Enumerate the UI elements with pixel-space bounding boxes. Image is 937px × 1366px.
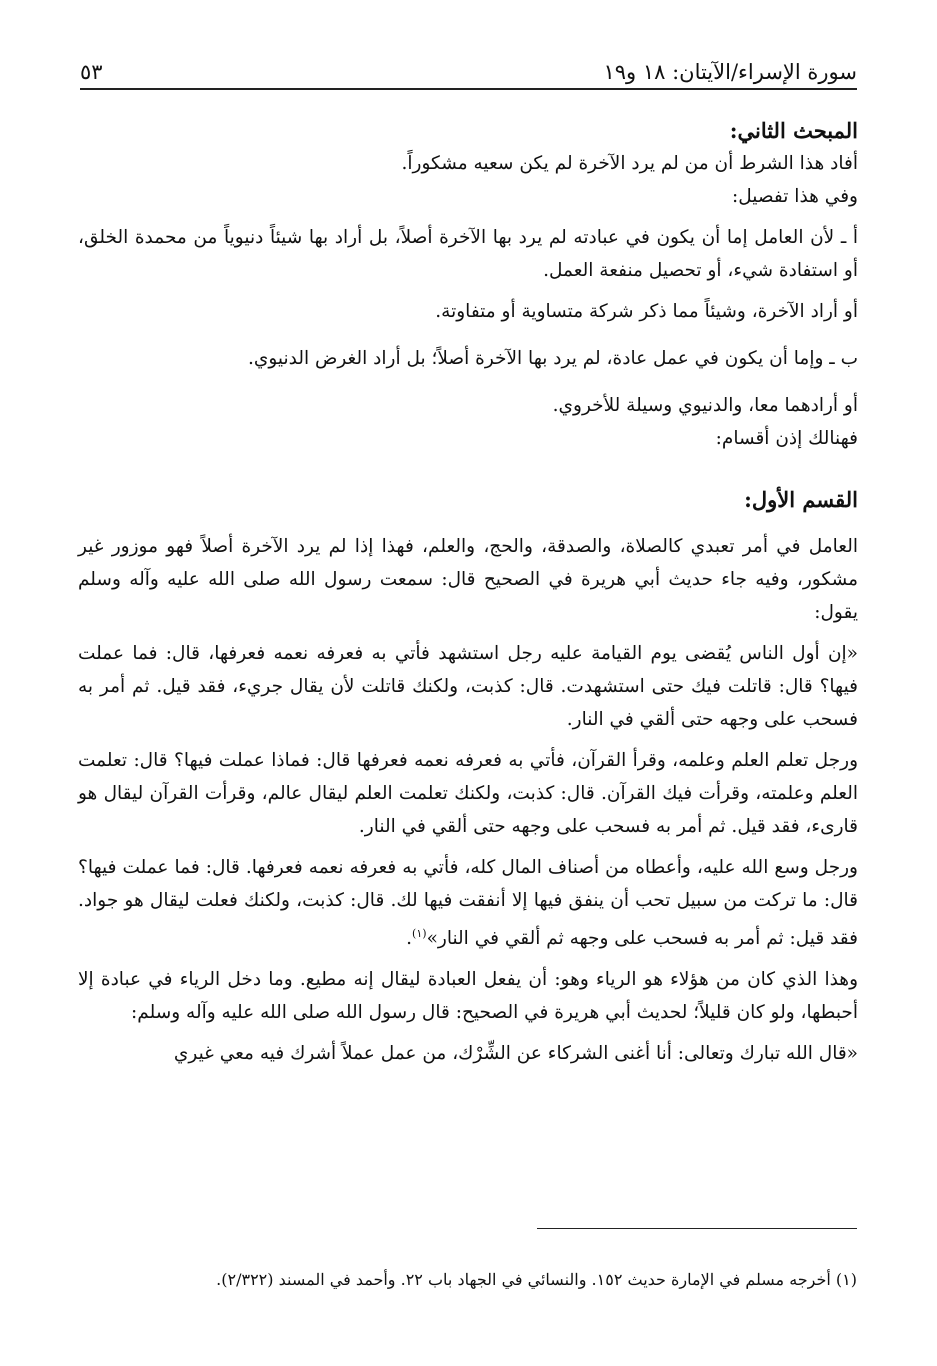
footnote-ref[interactable]: (١) xyxy=(412,927,427,940)
paragraph: وهذا الذي كان من هؤلاء هو الرياء وهو: أن يفعل العبادة ليقال إنه مطيع. وما دخل الرياء في عبادة إلا أحبطها، ولو كان قليلاً؛ لحديث أبي هريرة في الصحيح: قال رسول الله صلى الله عليه وآله وسلم: xyxy=(78,969,858,1024)
paragraph: أفاد هذا الشرط أن من لم يرد الآخرة لم يكن سعيه مشكوراً. xyxy=(401,153,858,174)
paragraph: أو أراد الآخرة، وشيئاً مما ذكر شركة متساوية أو متفاوتة. xyxy=(435,301,858,322)
sentence-end: . xyxy=(406,928,413,950)
running-title: سورة الإسراء/الآيتان: ١٨ و١٩ xyxy=(603,60,857,84)
paragraph: أو أرادهما معا، والدنيوي وسيلة للأخروي. xyxy=(552,395,858,416)
paragraph: وفي هذا تفصيل: xyxy=(732,186,858,207)
hadith-quote: «قال الله تبارك وتعالى: أنا أغنى الشركاء عن الشِّرْك، من عمل عملاً أشرك فيه معي غيري xyxy=(173,1043,858,1065)
footnote-divider xyxy=(537,1228,857,1229)
page-header xyxy=(80,40,857,90)
paragraph: العامل في أمر تعبدي كالصلاة، والصدقة، والحج، والعلم، فهذا إذا لم يرد الآخرة أصلاً فهو موزور غير مشكور، وفيه جاء حديث أبي هريرة في الصحيح قال: سمعت رسول الله صلى الله عليه وآله وسلم يقول: xyxy=(78,536,858,623)
section-heading: القسم الأول: xyxy=(744,487,858,512)
paragraph: ب ـ وإما أن يكون في عمل عادة، لم يرد بها الآخرة أصلاً؛ بل أراد الغرض الدنيوي. xyxy=(247,348,858,369)
hadith-quote: «إن أول الناس يُقضى يوم القيامة عليه رجل استشهد فأتي به فعرفه نعمه فعرفها، قال: فما عملت فيها؟ قال: قاتلت فيك حتى استشهدت. قال: كذبت، ولكنك قاتلت لأن يقال جريء، فقد قيل. ثم أمر به فسحب على وجهه حتى ألقي في النار. xyxy=(78,643,858,730)
paragraph: فهنالك إذن أقسام: xyxy=(715,428,858,449)
footnote: (١) أخرجه مسلم في الإمارة حديث ١٥٢. والنسائي في الجهاد باب ٢٢. وأحمد في المسند (٢/٣٢٢). xyxy=(216,1270,857,1289)
hadith-quote xyxy=(78,851,858,955)
page-number: ٥٣ xyxy=(80,60,103,84)
hadith-text: ورجل وسع الله عليه، وأعطاه من أصناف المال كله، فأتي به فعرفه نعمه فعرفها. قال: فما عملت فيها؟ قال: ما تركت من سبيل تحب أن ينفق فيها إلا أنفقت فيها لك. قال: كذبت، ولكنك فعلت ليقال هو جواد. فقد قيل: ثم أمر به فسحب على وجهه ثم ألقي في النار» xyxy=(78,857,858,950)
hadith-quote: ورجل تعلم العلم وعلمه، وقرأ القرآن، فأتي به فعرفه نعمه فعرفها قال: فماذا عملت فيها؟ قال: تعلمت العلم وعلمته، وقرأت فيك القرآن. قال: كذبت، ولكنك تعلمت العلم ليقال عالم، وقرأت القرآن ليقال هو قارىء، فقد قيل. ثم أمر به فسحب على وجهه حتى ألقي في النار. xyxy=(78,750,858,837)
paragraph: أ ـ لأن العامل إما أن يكون في عبادته لم يرد بها الآخرة أصلاً، بل أراد بها شيئاً دنيوياً من محمدة الخلق، أو استفادة شيء، أو تحصيل منفعة العمل. xyxy=(78,227,858,281)
section-heading: المبحث الثاني: xyxy=(729,118,858,143)
page-body xyxy=(78,110,858,1070)
